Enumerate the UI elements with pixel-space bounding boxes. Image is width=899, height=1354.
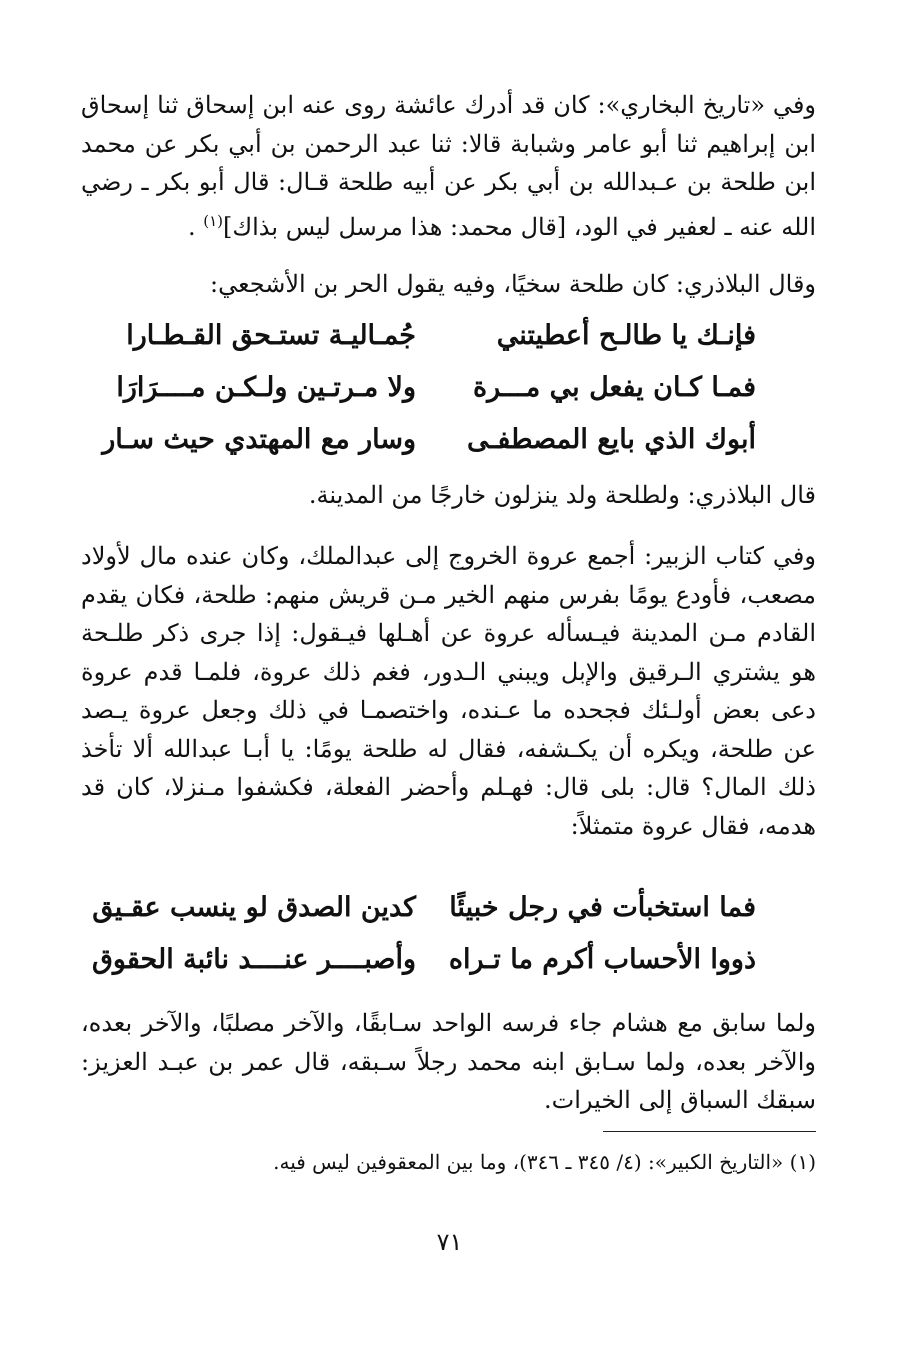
verse-first-hemistich: فإنـك يا طالـح أعطيتني xyxy=(496,320,756,351)
verse-line xyxy=(81,944,816,1000)
paragraph-end: . xyxy=(187,212,204,241)
verse-line xyxy=(81,892,816,948)
paragraph-bukhari xyxy=(81,86,816,246)
footnote-reference: (١) xyxy=(203,211,223,230)
paragraph-baladhuri-children: قال البلاذري: ولطلحة ولد ينزلون خارجًا من المدينة. xyxy=(308,481,816,509)
verse-second-hemistich: ولا مـرتـين ولـكـن مــــرَارَا xyxy=(116,372,416,403)
verse-line xyxy=(81,424,816,480)
verse-first-hemistich: فمـا كـان يفعل بي مـــرة xyxy=(473,372,756,403)
verse-line xyxy=(81,372,816,428)
verse-first-hemistich: أبوك الذي بايع المصطفـى xyxy=(466,424,756,455)
verse-second-hemistich: وأصبــــر عنــــد نائبة الحقوق xyxy=(91,944,416,975)
verse-line xyxy=(81,320,816,376)
footnote-separator xyxy=(603,1131,816,1132)
verse-first-hemistich: فما استخبأت في رجل خبيئًا xyxy=(449,892,756,923)
verse-second-hemistich: كدين الصدق لو ينسب عقـيق xyxy=(92,892,416,923)
verse-second-hemistich: وسار مع المهتدي حيث سـار xyxy=(102,424,416,455)
page-number: ٧١ xyxy=(436,1228,463,1256)
footnote: (١) «التاريخ الكبير»: (٤/ ٣٤٥ ـ ٣٤٦)، وما بين المعقوفين ليس فيه. xyxy=(273,1150,816,1174)
paragraph-zubayr: وفي كتاب الزبير: أجمع عروة الخروج إلى عبدالملك، وكان عنده مال لأولاد مصعب، فأودع يومًا بفرس منهم الخير مـن قريش منهم: طلحة، فكان يقدم القادم مـن المدينة فيـسأله عروة عن أهـلها فيـقول: إذا جرى ذكر طلـحة هو يشتري الـرقيق والإبل ويبني الـدور، فغم ذلك عروة، فلمـا قدم عروة دعى بعض أولـئك فجحده ما عـنده، واختصمـا في ذلك وجعل عروة يـصد عن طلحة، ويكره أن يكـشفه، فقال له طلحة يومًا: يا أبـا عبدالله ألا تأخذ ذلك المال؟ قال: بلى قال: فهـلم وأحضر الفعلة، فكشفوا مـنزلا، كان قد هدمه، فقال عروة متمثلاً: xyxy=(81,542,817,840)
paragraph-baladhuri-intro: وقال البلاذري: كان طلحة سخيًا، وفيه يقول الحر بن الأشجعي: xyxy=(210,270,816,298)
paragraph-race: ولما سابق مع هشام جاء فرسه الواحد سـابقًا، والآخر مصلبًا، والآخر بعده، والآخر بعده، ولما سـابق ابنه محمد رجلاً سـبقه، قال عمر بن عبـد العزيز: سبقك السباق إلى الخيرات. xyxy=(81,1009,816,1114)
verse-first-hemistich: ذووا الأحساب أكرم ما تـراه xyxy=(448,944,756,975)
paragraph-text: وفي «تاريخ البخاري»: كان قد أدرك عائشة روى عنه ابن إسحاق ثنا إسحاق ابن إبراهيم ثنا أبو عامر وشبابة قالا: ثنا عبد الرحمن بن أبي بكر عن محمد ابن طلحة بن عـبدالله بن أبي بكر عن أبيه طلحة قـال: قال أبو بكر ـ رضي الله عنه ـ لعفير في الود، [قال محمد: هذا مرسل ليس بذاك] xyxy=(81,91,816,241)
verse-second-hemistich: جُمـاليـة تستـحق القـطـارا xyxy=(126,320,416,351)
